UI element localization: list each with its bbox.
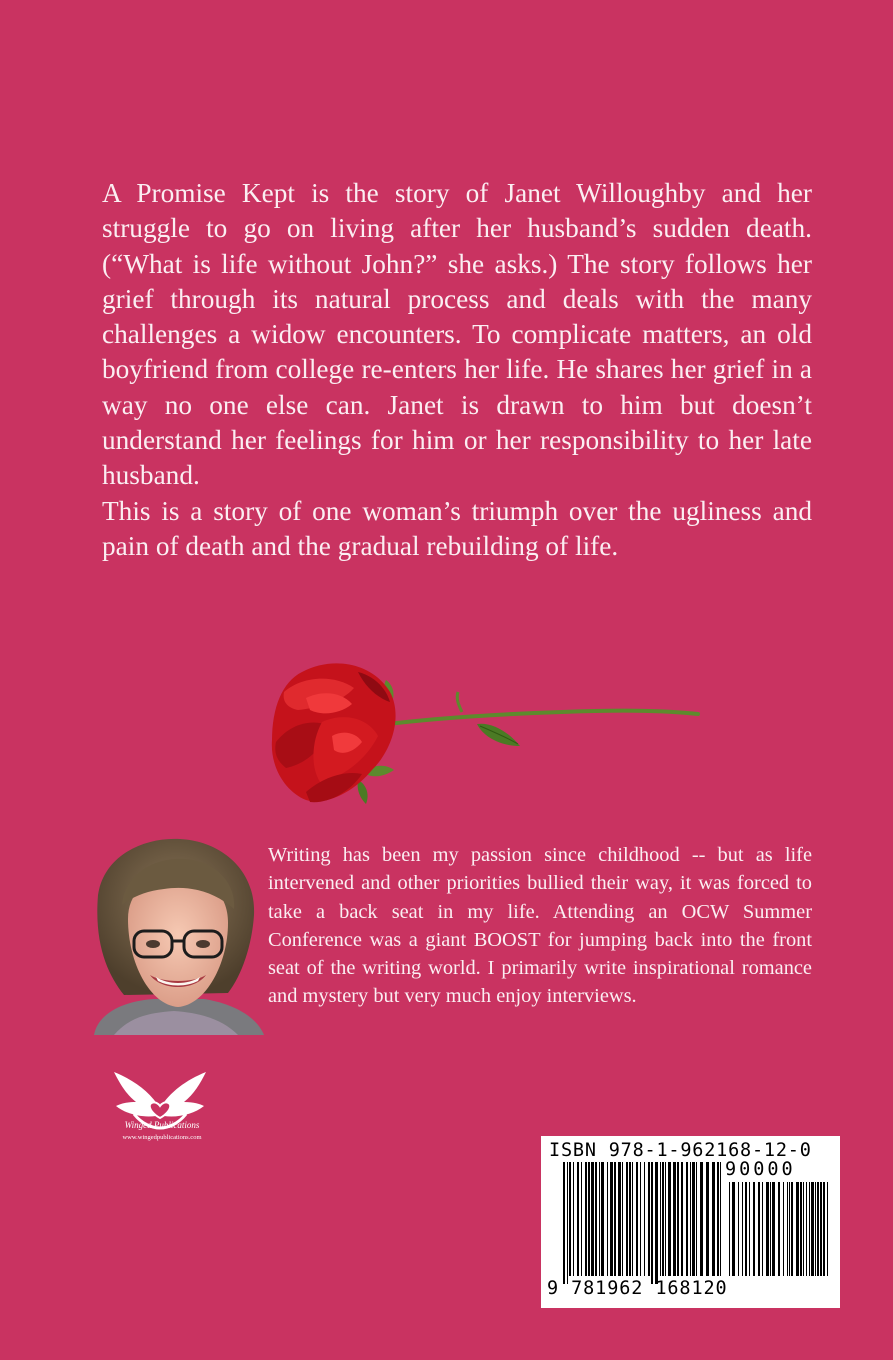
publisher-url: www.wingedpublications.com	[122, 1134, 202, 1141]
author-bio: Writing has been my passion since childhood -- but as life intervened and other priorities bullied their way, it was forced to take a back seat in my life. Attending an OCW Summer Conference was a giant BOOST for jumping back into the front seat of the writing world. I primarily write inspirational romance and mystery but very much enjoy interviews.	[268, 844, 812, 1008]
ean-digits: 9 781962 168120	[547, 1278, 728, 1299]
isbn-barcode	[541, 1136, 840, 1308]
isbn-label: ISBN 978-1-962168-12-0	[549, 1140, 812, 1161]
author-photo	[84, 835, 266, 1035]
price-addon-label: 90000	[725, 1159, 796, 1180]
blurb-paragraph: This is a story of one woman’s triumph over the ugliness and pain of death and the gradual rebuilding of life.	[102, 495, 812, 561]
rose-image	[262, 652, 702, 812]
publisher-name: Winged Publications	[124, 1120, 200, 1130]
blurb-paragraph: A Promise Kept is the story of Janet Willoughby and her struggle to go on living after her husband’s sudden death. (“What is life without John?” she asks.) The story follows her grief through its natural process and deals with the many challenges a widow encounters. To complicate matters, an old boyfriend from college re-enters her life. He shares her grief in a way no one else can. Janet is drawn to him but doesn’t understand her feelings for him or her responsibility to her late husband.	[102, 178, 812, 491]
book-blurb	[102, 176, 812, 564]
